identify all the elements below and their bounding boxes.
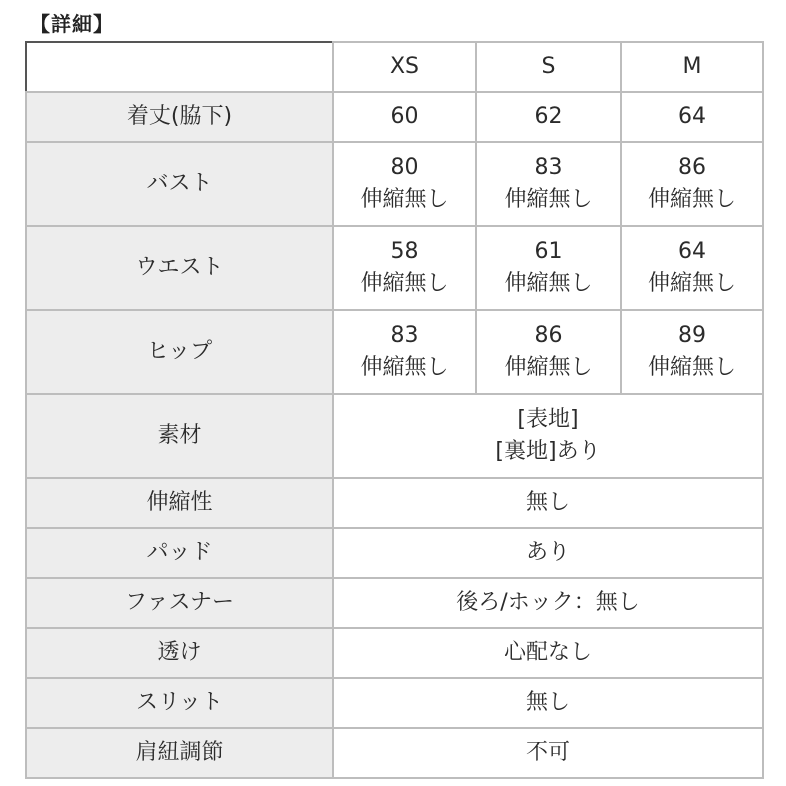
table-row-fastener [26,578,763,628]
table-row-waist [26,226,763,310]
length-m: 64 [621,92,763,142]
size-spec-table [25,41,764,779]
waist-s-note: 伸縮無し [504,271,593,296]
stretch-value: 無し [333,478,763,528]
length-s: 62 [476,92,621,142]
hip-m [621,310,763,394]
row-label-sheer: 透け [26,628,333,678]
row-label-waist: ウエスト [26,226,333,310]
hip-s [476,310,621,394]
waist-xs [333,226,476,310]
hip-m-note: 伸縮無し [647,355,736,380]
slit-value: 無し [333,678,763,728]
table-row-pad [26,528,763,578]
sheer-value: 心配なし [333,628,763,678]
size-header-m: M [621,42,763,92]
row-label-pad: パッド [26,528,333,578]
bust-m-value: 86 [678,155,706,180]
row-label-fastener: ファスナー [26,578,333,628]
table-row-hip [26,310,763,394]
row-label-stretch: 伸縮性 [26,478,333,528]
waist-xs-note: 伸縮無し [360,271,449,296]
bust-m-note: 伸縮無し [647,187,736,212]
hip-m-value: 89 [678,323,706,348]
material-lining: [裏地]あり [495,439,601,464]
pad-value: あり [333,528,763,578]
material-outer: [表地] [517,407,579,432]
waist-m-value: 64 [678,239,706,264]
row-label-slit: スリット [26,678,333,728]
fastener-value: 後ろ/ホック：無し [333,578,763,628]
bust-xs [333,142,476,226]
hip-xs-note: 伸縮無し [360,355,449,380]
corner-cell [26,42,333,92]
table-row-length [26,92,763,142]
row-label-tie: 肩紐調節 [26,728,333,778]
bust-m [621,142,763,226]
size-header-s: S [476,42,621,92]
waist-xs-value: 58 [390,239,419,264]
row-label-hip: ヒップ [26,310,333,394]
hip-s-value: 86 [534,323,563,348]
table-row-material [26,394,763,478]
bust-xs-value: 80 [390,155,419,180]
row-label-bust: バスト [26,142,333,226]
tie-value: 不可 [333,728,763,778]
waist-s-value: 61 [534,239,563,264]
hip-xs-value: 83 [390,323,419,348]
bust-xs-note: 伸縮無し [360,187,449,212]
row-label-material: 素材 [26,394,333,478]
table-row-sheer [26,628,763,678]
waist-m-note: 伸縮無し [647,271,736,296]
header-row [26,42,763,92]
section-heading: 【詳細】 [30,12,114,36]
row-label-length: 着丈(脇下) [26,92,333,142]
hip-xs [333,310,476,394]
waist-s [476,226,621,310]
table-row-stretch [26,478,763,528]
material-value [333,394,763,478]
table-row-tie [26,728,763,778]
table-row-slit [26,678,763,728]
size-header-xs: XS [333,42,476,92]
bust-s-note: 伸縮無し [504,187,593,212]
bust-s [476,142,621,226]
hip-s-note: 伸縮無し [504,355,593,380]
waist-m [621,226,763,310]
length-xs: 60 [333,92,476,142]
bust-s-value: 83 [534,155,563,180]
table-row-bust [26,142,763,226]
